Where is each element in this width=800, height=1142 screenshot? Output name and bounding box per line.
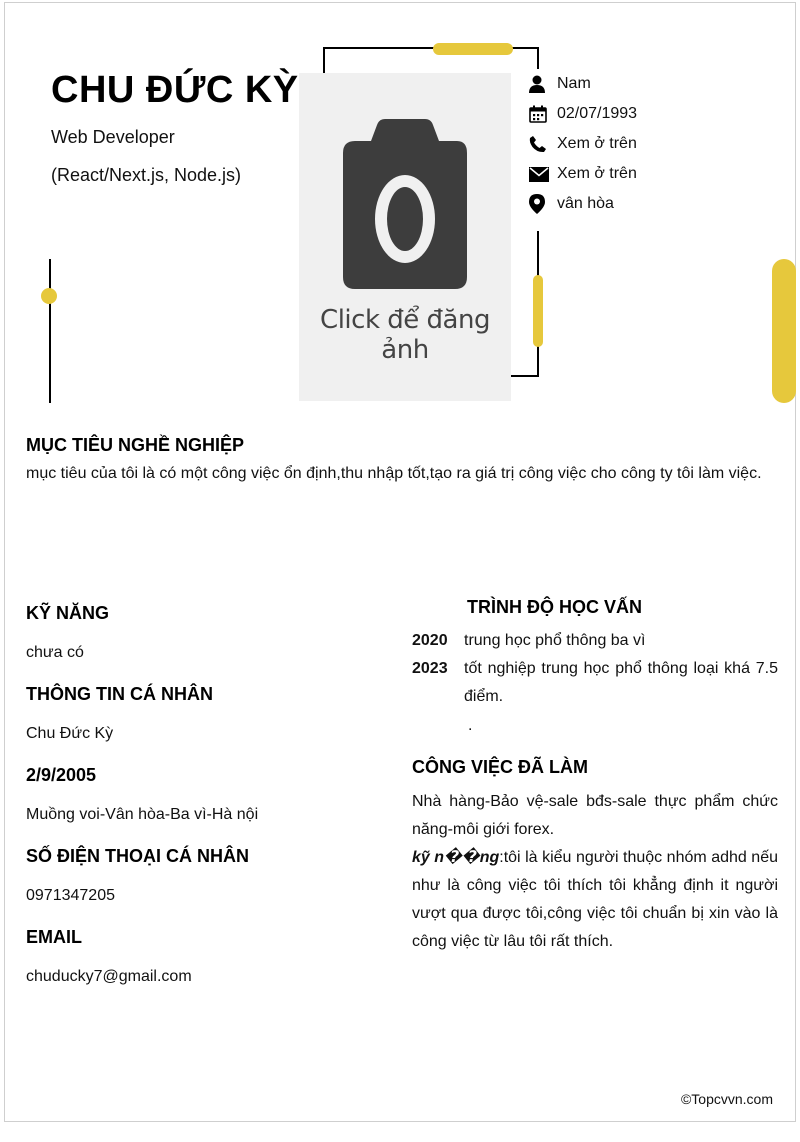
email-section-title: EMAIL [26, 927, 82, 947]
birthdate-value: Muồng voi-Vân hòa-Ba vì-Hà nội [26, 806, 259, 823]
skills-value: chưa có [26, 644, 84, 661]
objective-text: mục tiêu của tôi là có một công việc ổn định,thu nhập tốt,tạo ra giá trị công việc cho công ty tôi làm việc. [26, 465, 762, 482]
objective-title: MỤC TIÊU NGHỀ NGHIỆP [26, 435, 245, 455]
photo-frame-bottom [511, 375, 539, 377]
personal-info-value: Chu Đức Kỳ [26, 725, 114, 742]
phone-section-title: SỐ ĐIỆN THOẠI CÁ NHÂN [26, 846, 250, 866]
candidate-role-detail: (React/Next.js, Node.js) [51, 165, 242, 185]
work-title: CÔNG VIỆC ĐÃ LÀM [412, 757, 589, 777]
decor-dot-left [41, 288, 57, 304]
user-icon [529, 75, 557, 93]
education-year: 2023 [412, 660, 448, 677]
photo-frame-top-right [537, 47, 539, 69]
envelope-icon [529, 167, 557, 182]
cv-page [4, 2, 796, 1122]
gender-value: Nam [557, 75, 591, 92]
education-trailing: . [468, 717, 473, 734]
contact-birthday [529, 99, 789, 129]
decor-bar-top [433, 43, 513, 55]
education-desc: trung học phổ thông ba vì [464, 632, 646, 649]
candidate-name: CHU ĐỨC KỲ [51, 69, 299, 111]
phone-section [26, 846, 386, 927]
email-value: Xem ở trên [557, 165, 637, 182]
contact-email [529, 159, 789, 189]
contact-address [529, 189, 789, 219]
address-value: vân hòa [557, 195, 614, 212]
email-section-value: chuducky7@gmail.com [26, 968, 192, 985]
birthday-value: 02/07/1993 [557, 105, 638, 122]
decor-bar-right [533, 275, 543, 347]
contact-info [529, 69, 789, 219]
work-body [412, 788, 778, 956]
birthdate-title: 2/9/2005 [26, 765, 97, 785]
email-section [26, 927, 386, 1008]
phone-icon [529, 135, 557, 153]
skills-section [26, 603, 386, 684]
candidate-role: Web Developer [51, 127, 175, 147]
skills-title: KỸ NĂNG [26, 603, 110, 623]
contact-gender [529, 69, 789, 99]
photo-upload[interactable] [299, 73, 511, 401]
location-pin-icon [529, 194, 557, 214]
education-desc: tốt nghiệp trung học phổ thông loại khá 7.5 điểm. [464, 660, 778, 705]
work-note [412, 844, 778, 956]
education-item [412, 655, 778, 711]
footer-credit: ©Topcvvn.com [680, 1091, 773, 1107]
photo-frame-top-left [323, 47, 325, 73]
education-title: TRÌNH ĐỘ HỌC VẤN [467, 597, 642, 617]
contact-phone [529, 129, 789, 159]
education-item [412, 627, 778, 655]
phone-section-value: 0971347205 [26, 887, 115, 904]
calendar-icon [529, 105, 557, 123]
personal-info-section [26, 684, 386, 765]
education-year: 2020 [412, 632, 448, 649]
work-note-text: :tôi là kiểu người thuộc nhóm adhd nếu như là công việc tôi thích tôi khẳng định it người vượt qua được tôi,công việc tôi chuẩn bị xin vào là công việc từ lâu tôi rất thích. [412, 849, 779, 950]
phone-value: Xem ở trên [557, 135, 637, 152]
birthdate-section [26, 765, 386, 846]
work-history: Nhà hàng-Bảo vệ-sale bđs-sale thực phẩm chức năng-môi giới forex. [412, 793, 778, 838]
camera-icon [339, 119, 471, 291]
left-column [26, 603, 386, 1008]
photo-upload-label: Click để đăng ảnh [320, 305, 490, 365]
personal-info-title: THÔNG TIN CÁ NHÂN [26, 684, 213, 704]
decor-line-left [49, 259, 51, 403]
decor-bar-edge [772, 259, 796, 403]
work-note-label: kỹ n��ng [412, 849, 500, 866]
